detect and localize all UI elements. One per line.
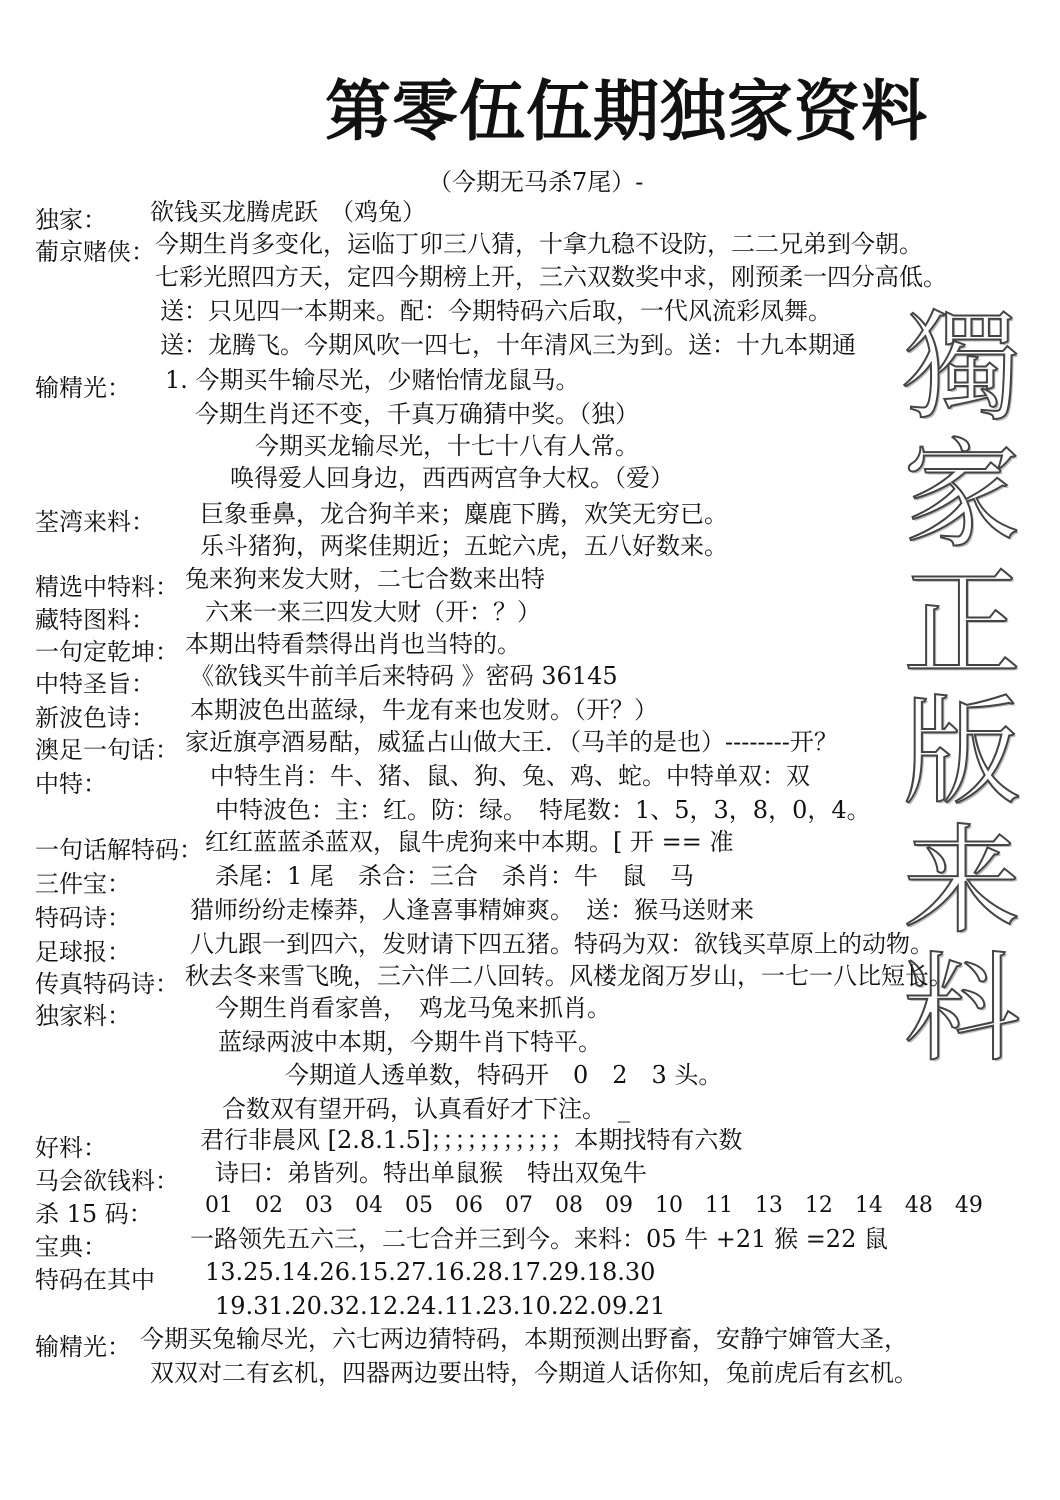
row-line: 七彩光照四方天，定四今期榜上开，三六双数奖中求，刚预柔一四分高低。 xyxy=(155,263,947,291)
watermark-char: 正 xyxy=(902,554,1021,693)
watermark-char: 来 xyxy=(902,811,1021,950)
row-line: 猎师纷纷走榛莽，人逢喜事精婶爽。 送：猴马送财来 xyxy=(190,896,754,924)
row-line: 唤得爱人回身边，西西两宫争大权。（爱） xyxy=(230,464,674,492)
row-label: 马会欲钱料： xyxy=(35,1167,179,1195)
row-label: 独家： xyxy=(35,206,107,234)
row-line: 今期买龙输尽光，十七十八有人常。 xyxy=(255,432,639,460)
row-label: 输精光： xyxy=(35,1333,131,1361)
row-line: 一路领先五六三，二七合并三到今。来料：05 牛 +21 猴 =22 鼠 xyxy=(190,1225,888,1253)
row-line: 今期生肖多变化，运临丁卯三八猜，十拿九稳不设防，二二兄弟到今朝。 xyxy=(155,230,923,258)
subtitle: （今期无马杀7尾）- xyxy=(428,168,644,196)
row-line: 巨象垂鼻，龙合狗羊来；麋鹿下腾，欢笑无穷已。 xyxy=(200,500,728,528)
row-line: 杀尾：1 尾 杀合：三合 杀肖：牛 鼠 马 xyxy=(215,862,694,890)
row-label: 荃湾来料： xyxy=(35,508,155,536)
row-line: 六来一来三四发大财（开：？） xyxy=(205,598,541,626)
row-line: 欲钱买龙腾虎跃 （鸡兔） xyxy=(150,198,426,226)
row-line: 今期生肖还不变，千真万确猜中奖。（独） xyxy=(195,400,639,428)
row-line: 今期买兔输尽光，六七两边猜特码，本期预测出野畜，安静宁婶管大圣， xyxy=(140,1325,908,1353)
row-line: 诗曰：弟皆列。特出单鼠猴 特出双兔牛 xyxy=(215,1159,647,1187)
row-label: 足球报： xyxy=(35,938,131,966)
row-label: 精选中特料： xyxy=(35,573,179,601)
watermark-char: 家 xyxy=(902,426,1021,565)
row-line: 本期波色出蓝绿，牛龙有来也发财。（开？） xyxy=(190,696,658,724)
row-label: 传真特码诗： xyxy=(35,970,179,998)
row-line: 本期出特看禁得出肖也当特的。 xyxy=(185,630,521,658)
row-line: 君行非晨风 [2.8.1.5]；；；；；；；；；；；本期找特有六数 xyxy=(200,1126,743,1154)
row-line: 蓝绿两波中本期，今期牛肖下特平。 xyxy=(218,1028,602,1056)
row-line: 八九跟一到四六，发财请下四五猪。特码为双：欲钱买草原上的动物。 xyxy=(190,930,934,958)
row-label: 藏特图料： xyxy=(35,606,155,634)
row-line: 01 02 03 04 05 06 07 08 09 10 11 13 12 14 48 49 xyxy=(205,1193,983,1218)
row-line: 今期生肖看家兽， 鸡龙马兔来抓肖。 xyxy=(215,994,611,1022)
row-label: 特码在其中 xyxy=(35,1266,155,1294)
row-label: 葡京赌侠： xyxy=(35,238,155,266)
watermark-char: 版 xyxy=(902,683,1021,822)
row-label: 一句定乾坤： xyxy=(35,638,179,666)
row-line: 家近旗亭酒易酤，威猛占山做大王．（马羊的是也）--------开？ xyxy=(185,728,838,756)
row-line: 秋去冬来雪飞晚，三六伴二八回转。风楼龙阁万岁山，一七一八比短长。 xyxy=(185,962,953,990)
row-label: 中特圣旨： xyxy=(35,670,155,698)
row-label: 澳足一句话： xyxy=(35,736,179,764)
row-line: 19.31.20.32.12.24.11.23.10.22.09.21 xyxy=(215,1292,666,1320)
row-line: 中特波色：主：红。防：绿。 特尾数：1、5，3，8，0，4。 xyxy=(215,796,871,824)
row-label: 新波色诗： xyxy=(35,704,155,732)
row-line: 今期道人透单数，特码开 0 2 3 头。 xyxy=(285,1061,723,1089)
row-line: 送：只见四一本期来。配：今期特码六后取，一代风流彩凤舞。 xyxy=(160,297,832,325)
row-line: 1. 今期买牛输尽光，少赌怡情龙鼠马。 xyxy=(165,366,580,394)
row-line: 红红蓝蓝杀蓝双，鼠牛虎狗来中本期。[ 开 == 准 xyxy=(205,828,734,856)
page-title: 第零伍伍期独家资料 xyxy=(325,73,928,150)
row-label: 一句话解特码： xyxy=(35,836,203,864)
row-line: 13.25.14.26.15.27.16.28.17.29.18.30 xyxy=(205,1258,656,1286)
row-label: 三件宝： xyxy=(35,870,131,898)
row-label: 杀 15 码： xyxy=(35,1200,153,1228)
row-label: 输精光： xyxy=(35,374,131,402)
row-line: 合数双有望开码，认真看好才下注。 _ xyxy=(222,1095,630,1123)
row-label: 宝典： xyxy=(35,1233,107,1261)
row-label: 中特： xyxy=(35,770,107,798)
watermark-char: 料 xyxy=(902,939,1021,1078)
row-line: 中特生肖：牛、猪、鼠、狗、兔、鸡、蛇。中特单双：双 xyxy=(210,762,810,790)
row-label: 好料： xyxy=(35,1134,107,1162)
row-line: 送：龙腾飞。今期风吹一四七，十年清风三为到。送：十九本期通 xyxy=(160,331,856,359)
row-line: 乐斗猪狗，两桨佳期近；五蛇六虎，五八好数来。 xyxy=(200,532,728,560)
watermark-char: 獨 xyxy=(902,298,1021,436)
row-line: 兔来狗来发大财，二七合数来出特 xyxy=(185,565,545,593)
row-line: 《欲钱买牛前羊后来特码 》密码 36145 xyxy=(190,662,618,690)
row-label: 特码诗： xyxy=(35,904,131,932)
row-line: 双双对二有玄机，四器两边要出特，今期道人话你知，兔前虎后有玄机。 xyxy=(150,1359,918,1387)
row-label: 独家料： xyxy=(35,1002,131,1030)
